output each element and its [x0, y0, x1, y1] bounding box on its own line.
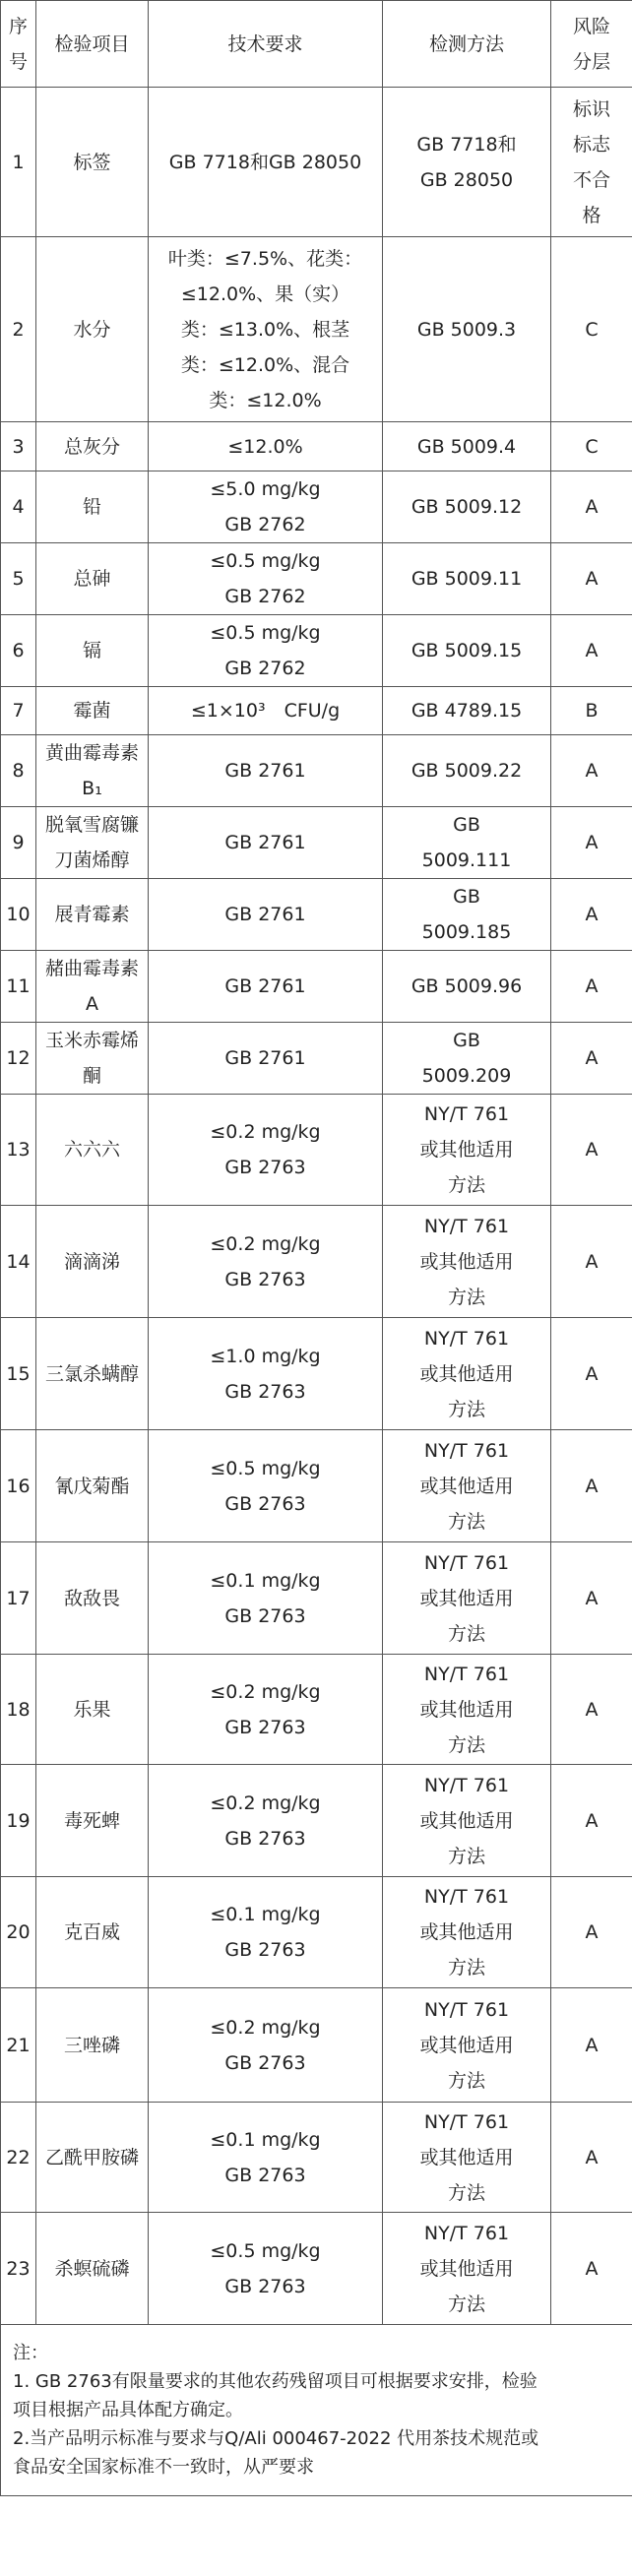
row-item-line: 霉菌 [73, 700, 111, 722]
row-method-line: GB [453, 1030, 480, 1051]
row-method-line: 5009.185 [421, 921, 512, 943]
row-method [383, 1877, 551, 1988]
row-item [36, 1095, 149, 1206]
row-number: 13 [1, 1095, 36, 1206]
row-item-line: 三唑磷 [63, 2034, 120, 2056]
row-requirement [149, 1542, 383, 1655]
row-item [36, 687, 149, 735]
note-line: 注： [13, 2343, 48, 2363]
row-risk-line: C [585, 318, 599, 341]
row-requirement [149, 951, 383, 1023]
row-method-line: 或其他适用 [419, 1362, 514, 1385]
row-method-line: 方法 [447, 1733, 485, 1756]
row-item-line: 玉米赤霉烯 [44, 1030, 139, 1051]
table-row [1, 471, 632, 543]
row-method [383, 1206, 551, 1318]
row-method [383, 2103, 551, 2213]
row-number: 8 [1, 735, 36, 807]
row-requirement [149, 1988, 383, 2103]
row-method-line: 或其他适用 [419, 2146, 514, 2168]
row-risk-line: 标志 [572, 133, 610, 156]
row-item-line: 水分 [73, 318, 111, 341]
row-requirement-line: GB 2762 [224, 586, 306, 607]
row-method-line: 或其他适用 [419, 1475, 514, 1497]
header-risk: 风险 分层 [551, 1, 632, 88]
row-item [36, 615, 149, 687]
row-method-line: GB [453, 886, 480, 908]
row-number: 14 [1, 1206, 36, 1318]
row-requirement-line: ≤0.5 mg/kg [210, 2239, 321, 2262]
row-requirement-line: GB 2761 [224, 832, 306, 853]
header-item: 检验项目 [36, 1, 149, 88]
row-requirement-line: GB 2761 [224, 975, 306, 997]
row-item [36, 1877, 149, 1988]
row-item [36, 1430, 149, 1542]
row-method [383, 1542, 551, 1655]
row-method [383, 1430, 551, 1542]
row-requirement [149, 1318, 383, 1430]
row-risk [551, 1095, 632, 1206]
table-row [1, 735, 632, 807]
row-risk [551, 1542, 632, 1655]
row-requirement [149, 807, 383, 879]
row-method-line: GB 5009.3 [416, 318, 517, 341]
row-item [36, 1988, 149, 2103]
row-number: 19 [1, 1765, 36, 1877]
row-method [383, 1318, 551, 1430]
row-risk [551, 422, 632, 471]
row-risk-line: C [585, 435, 599, 458]
row-risk-line: A [585, 1047, 599, 1069]
row-risk-line: A [585, 1698, 599, 1721]
table-row [1, 1877, 632, 1988]
row-item-line: 镉 [82, 640, 101, 661]
note-line: 1. GB 2763有限量要求的其他农药残留项目可根据要求安排，检验 [13, 2371, 537, 2392]
row-method-line: NY/T 761 [423, 1886, 510, 1908]
note-line: 项目根据产品具体配方确定。 [13, 2400, 243, 2420]
row-method-line: 或其他适用 [419, 1698, 514, 1721]
row-number: 21 [1, 1988, 36, 2103]
row-requirement-line: GB 2763 [224, 1716, 306, 1738]
row-requirement-line: 类：≤12.0%、混合 [180, 353, 350, 376]
table-row [1, 543, 632, 615]
row-requirement [149, 422, 383, 471]
row-method-line: NY/T 761 [423, 2110, 510, 2133]
row-method-line: NY/T 761 [423, 1551, 510, 1574]
row-item-line: 毒死蜱 [63, 1809, 120, 1832]
row-method-line: GB 5009.15 [411, 640, 523, 661]
row-requirement [149, 735, 383, 807]
row-method-line: NY/T 761 [423, 1998, 510, 2021]
row-method [383, 2213, 551, 2325]
table-row [1, 422, 632, 471]
row-requirement [149, 1206, 383, 1318]
table-body [1, 88, 632, 2325]
table-row [1, 615, 632, 687]
row-method-line: NY/T 761 [423, 1774, 510, 1796]
row-number: 4 [1, 471, 36, 543]
row-item-line: 脱氧雪腐镰 [44, 814, 139, 836]
row-requirement-line: 类：≤12.0% [209, 389, 322, 411]
header-row [1, 1, 632, 88]
row-method-line: 或其他适用 [419, 1587, 514, 1609]
row-method-line: 方法 [447, 2293, 485, 2315]
row-item-line: A [86, 993, 98, 1015]
row-risk-line: A [585, 568, 599, 590]
row-number: 12 [1, 1023, 36, 1095]
row-item-line: 总灰分 [63, 435, 120, 458]
row-method-line: GB 7718和 [416, 133, 517, 156]
table-row [1, 1765, 632, 1877]
row-item-line: 赭曲霉毒素 [44, 958, 139, 979]
row-method [383, 807, 551, 879]
row-item [36, 2103, 149, 2213]
row-item [36, 735, 149, 807]
row-method-line: 或其他适用 [419, 1921, 514, 1943]
row-method [383, 1095, 551, 1206]
row-requirement-line: ≤12.0% [227, 435, 303, 458]
row-requirement-line: ≤1×10³ CFU/g [190, 700, 341, 722]
table-row [1, 1318, 632, 1430]
row-method-line: GB 5009.4 [416, 435, 517, 458]
row-risk-line: A [585, 496, 599, 518]
row-requirement-line: GB 2761 [224, 760, 306, 782]
row-number: 17 [1, 1542, 36, 1655]
row-requirement-line: GB 2762 [224, 658, 306, 679]
row-requirement-line: GB 2763 [224, 1492, 306, 1515]
table-row [1, 237, 632, 422]
row-requirement-line: GB 2763 [224, 1268, 306, 1290]
row-method-line: 5009.209 [421, 1065, 512, 1087]
row-method-line: 方法 [447, 1286, 485, 1308]
row-method-line: 方法 [447, 1957, 485, 1979]
row-requirement-line: GB 2763 [224, 1827, 306, 1850]
row-item [36, 951, 149, 1023]
row-risk-line: A [585, 1921, 599, 1943]
row-requirement-line: ≤0.2 mg/kg [210, 1791, 321, 1814]
table-row [1, 88, 632, 237]
row-item [36, 1206, 149, 1318]
row-method-line: NY/T 761 [423, 1103, 510, 1125]
row-method-line: 方法 [447, 1845, 485, 1867]
row-method-line: 方法 [447, 1622, 485, 1645]
row-method [383, 1023, 551, 1095]
row-risk [551, 2213, 632, 2325]
row-method [383, 543, 551, 615]
table-row [1, 2213, 632, 2325]
row-method [383, 237, 551, 422]
notes-cell [1, 2325, 632, 2496]
row-risk-line: 格 [582, 204, 601, 226]
row-requirement-line: GB 2761 [224, 1047, 306, 1069]
row-item-line: 铅 [82, 496, 101, 518]
row-method-line: 方法 [447, 1398, 485, 1420]
row-method-line: GB 5009.11 [411, 568, 523, 590]
row-requirement [149, 1765, 383, 1877]
row-risk [551, 1655, 632, 1765]
row-risk-line: A [585, 2146, 599, 2168]
row-requirement-line: GB 2763 [224, 1380, 306, 1403]
row-number: 20 [1, 1877, 36, 1988]
row-method-line: 或其他适用 [419, 1139, 514, 1161]
row-method [383, 687, 551, 735]
row-method [383, 951, 551, 1023]
table-row [1, 1430, 632, 1542]
row-number: 10 [1, 879, 36, 951]
row-number: 9 [1, 807, 36, 879]
row-risk [551, 1023, 632, 1095]
row-method-line: GB 5009.12 [411, 496, 523, 518]
row-item [36, 2213, 149, 2325]
row-number: 6 [1, 615, 36, 687]
row-number: 1 [1, 88, 36, 237]
row-requirement-line: ≤12.0%、果（实） [180, 283, 350, 305]
row-risk [551, 2103, 632, 2213]
row-risk-line: A [585, 2034, 599, 2056]
row-method-line: NY/T 761 [423, 1439, 510, 1462]
row-risk [551, 879, 632, 951]
row-method-line: GB 28050 [419, 168, 514, 191]
row-requirement-line: ≤0.2 mg/kg [210, 1232, 321, 1255]
row-risk [551, 237, 632, 422]
row-risk [551, 1877, 632, 1988]
row-requirement-line: GB 2763 [224, 2164, 306, 2186]
row-method [383, 1655, 551, 1765]
note-line: 2.当产品明示标准与要求与Q/Ali 000467-2022 代用茶技术规范或 [13, 2428, 539, 2449]
row-method-line: 或其他适用 [419, 1250, 514, 1273]
row-number: 16 [1, 1430, 36, 1542]
header-requirement: 技术要求 [149, 1, 383, 88]
row-method-line: NY/T 761 [423, 1215, 510, 1237]
row-method [383, 735, 551, 807]
row-item-line: 标签 [73, 151, 111, 173]
row-requirement-line: ≤1.0 mg/kg [210, 1345, 321, 1367]
row-item [36, 1023, 149, 1095]
notes-row [1, 2325, 632, 2496]
row-risk [551, 471, 632, 543]
row-item [36, 88, 149, 237]
row-requirement [149, 543, 383, 615]
row-risk [551, 88, 632, 237]
row-method-line: NY/T 761 [423, 2222, 510, 2244]
table-row [1, 1023, 632, 1095]
row-method-line: GB 5009.96 [411, 975, 523, 997]
row-item-line: 杀螟硫磷 [54, 2257, 130, 2280]
row-item-line: B₁ [82, 778, 102, 799]
row-risk-line: 不合 [572, 168, 610, 191]
row-method [383, 879, 551, 951]
note-line: 食品安全国家标准不一致时，从严要求 [13, 2457, 314, 2478]
row-risk-line: A [585, 1475, 599, 1497]
row-item-line: 展青霉素 [54, 904, 130, 925]
row-risk-line: A [585, 1250, 599, 1273]
row-risk [551, 1988, 632, 2103]
row-item-line: 六六六 [63, 1139, 120, 1161]
row-number: 18 [1, 1655, 36, 1765]
row-item-line: 酮 [82, 1065, 101, 1087]
row-item [36, 1318, 149, 1430]
row-requirement-line: ≤0.1 mg/kg [210, 2128, 321, 2151]
row-requirement [149, 615, 383, 687]
row-item-line: 滴滴涕 [63, 1250, 120, 1273]
row-requirement-line: ≤0.2 mg/kg [210, 1121, 321, 1143]
row-requirement-line: ≤0.2 mg/kg [210, 1680, 321, 1703]
row-number: 15 [1, 1318, 36, 1430]
row-item [36, 471, 149, 543]
row-risk [551, 951, 632, 1023]
row-requirement [149, 1430, 383, 1542]
row-risk-line: A [585, 1587, 599, 1609]
row-requirement [149, 1877, 383, 1988]
header-no: 序 号 [1, 1, 36, 88]
row-risk-line: A [585, 975, 599, 997]
row-method-line: 方法 [447, 2181, 485, 2204]
table-row [1, 879, 632, 951]
row-item [36, 422, 149, 471]
row-item-line: 氰戊菊酯 [54, 1475, 130, 1497]
row-risk [551, 807, 632, 879]
row-method-line: 或其他适用 [419, 1809, 514, 1832]
row-number: 2 [1, 237, 36, 422]
row-item-line: 三氯杀螨醇 [44, 1362, 139, 1385]
row-item [36, 807, 149, 879]
row-requirement-line: GB 2761 [224, 904, 306, 925]
row-item-line: 克百威 [63, 1921, 120, 1943]
row-item-line: 乐果 [73, 1698, 111, 1721]
row-requirement [149, 2103, 383, 2213]
table-row [1, 1095, 632, 1206]
row-number: 11 [1, 951, 36, 1023]
row-risk [551, 1318, 632, 1430]
row-item [36, 1655, 149, 1765]
row-requirement [149, 2213, 383, 2325]
row-method [383, 1765, 551, 1877]
row-item [36, 879, 149, 951]
row-risk [551, 735, 632, 807]
row-item [36, 1765, 149, 1877]
row-risk [551, 687, 632, 735]
row-risk-line: A [585, 1362, 599, 1385]
row-number: 3 [1, 422, 36, 471]
row-requirement-line: GB 2763 [224, 1157, 306, 1178]
header-method: 检测方法 [383, 1, 551, 88]
row-requirement-line: GB 2762 [224, 514, 306, 535]
table-row [1, 807, 632, 879]
row-item-line: 黄曲霉毒素 [44, 742, 139, 764]
row-risk-line: A [585, 1139, 599, 1161]
row-method-line: 或其他适用 [419, 2034, 514, 2056]
row-requirement-line: GB 2763 [224, 2275, 306, 2297]
row-method-line: 方法 [447, 1174, 485, 1196]
row-method [383, 615, 551, 687]
table-row [1, 1988, 632, 2103]
row-method [383, 1988, 551, 2103]
row-item [36, 1542, 149, 1655]
row-method [383, 471, 551, 543]
table-row [1, 1655, 632, 1765]
row-method-line: NY/T 761 [423, 1663, 510, 1685]
row-number: 22 [1, 2103, 36, 2213]
table-row [1, 687, 632, 735]
row-risk-line: A [585, 832, 599, 853]
row-risk [551, 615, 632, 687]
row-risk-line: A [585, 2257, 599, 2280]
row-risk-line: A [585, 640, 599, 661]
table-row [1, 2103, 632, 2213]
row-risk-line: A [585, 904, 599, 925]
row-method-line: GB [453, 814, 480, 836]
row-risk [551, 1765, 632, 1877]
row-requirement-line: ≤0.1 mg/kg [210, 1569, 321, 1592]
row-risk [551, 1430, 632, 1542]
row-requirement [149, 88, 383, 237]
row-risk [551, 1206, 632, 1318]
row-method [383, 88, 551, 237]
row-requirement [149, 879, 383, 951]
row-requirement-line: ≤0.5 mg/kg [210, 1457, 321, 1479]
row-number: 5 [1, 543, 36, 615]
row-requirement-line: ≤5.0 mg/kg [210, 478, 321, 500]
row-item-line: 敌敌畏 [63, 1587, 120, 1609]
row-requirement [149, 1655, 383, 1765]
row-item [36, 237, 149, 422]
row-requirement [149, 687, 383, 735]
table-row [1, 951, 632, 1023]
row-method-line: GB 5009.22 [411, 760, 523, 782]
row-risk [551, 543, 632, 615]
row-requirement-line: GB 2763 [224, 1604, 306, 1627]
row-requirement [149, 471, 383, 543]
row-method [383, 422, 551, 471]
row-method-line: NY/T 761 [423, 1327, 510, 1350]
row-risk-line: B [585, 700, 599, 722]
row-requirement-line: 叶类：≤7.5%、花类： [167, 247, 363, 270]
row-risk-line: A [585, 760, 599, 782]
table-row [1, 1206, 632, 1318]
row-method-line: 方法 [447, 2069, 485, 2092]
row-method-line: 或其他适用 [419, 2257, 514, 2280]
row-requirement-line: GB 7718和GB 28050 [168, 151, 362, 173]
row-requirement [149, 1023, 383, 1095]
table-row [1, 1542, 632, 1655]
row-number: 23 [1, 2213, 36, 2325]
row-method-line: 5009.111 [421, 849, 512, 871]
row-item-line: 总砷 [73, 568, 111, 590]
row-requirement-line: ≤0.5 mg/kg [210, 550, 321, 572]
row-requirement-line: ≤0.2 mg/kg [210, 2016, 321, 2039]
row-method-line: GB 4789.15 [411, 700, 523, 722]
row-risk-line: A [585, 1809, 599, 1832]
row-requirement-line: GB 2763 [224, 2051, 306, 2074]
row-requirement-line: 类：≤13.0%、根茎 [180, 318, 350, 341]
row-item [36, 543, 149, 615]
row-requirement-line: ≤0.5 mg/kg [210, 622, 321, 644]
row-requirement-line: GB 2763 [224, 1939, 306, 1961]
row-requirement [149, 1095, 383, 1206]
row-requirement [149, 237, 383, 422]
row-number: 7 [1, 687, 36, 735]
row-risk-line: 标识 [572, 97, 610, 120]
row-method-line: 方法 [447, 1510, 485, 1533]
row-item-line: 刀菌烯醇 [54, 849, 130, 871]
row-item-line: 乙酰甲胺磷 [44, 2146, 139, 2168]
row-requirement-line: ≤0.1 mg/kg [210, 1904, 321, 1925]
